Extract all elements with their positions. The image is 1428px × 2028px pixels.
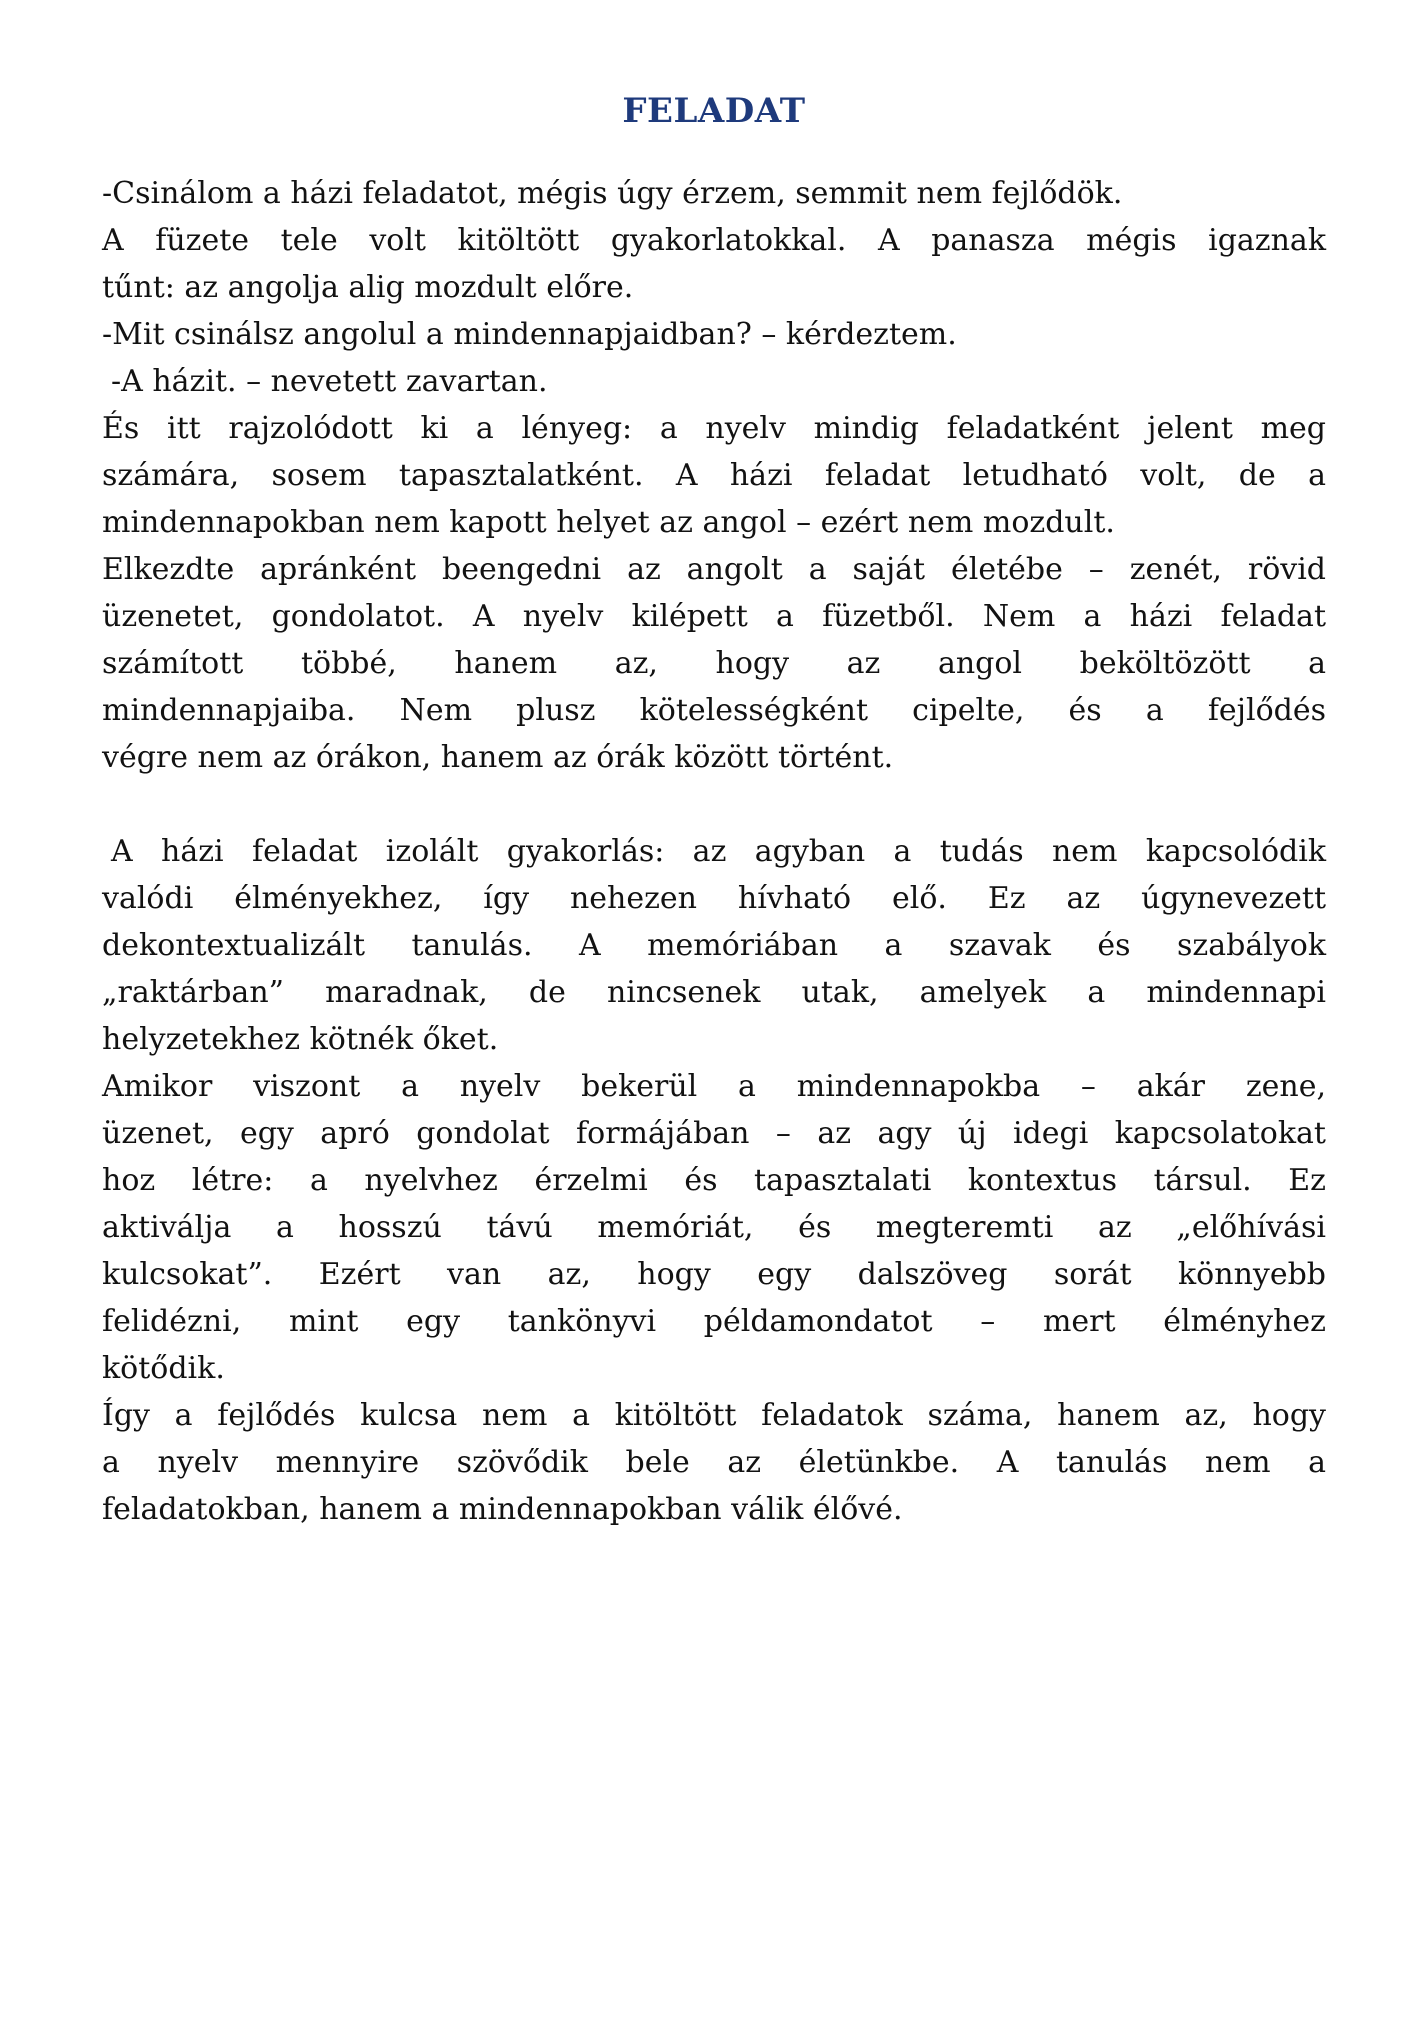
text-line: feladatokban, hanem a mindennapokban válik élővé. — [102, 1492, 903, 1527]
paragraph-spacer — [102, 781, 1326, 828]
text-line: Elkezdte apránként beengedni az angolt a saját életébe – zenét, rövid — [102, 552, 1326, 587]
text-line: A füzete tele volt kitöltött gyakorlatokkal. A panasza mégis igaznak — [102, 223, 1326, 258]
text-line: tűnt: az angolja alig mozdult előre. — [102, 270, 634, 305]
text-line: valódi élményekhez, így nehezen hívható elő. Ez az úgynevezett — [102, 881, 1326, 916]
text-line: üzenetet, gondolatot. A nyelv kilépett a füzetből. Nem a házi feladat — [102, 599, 1326, 634]
text-line: üzenet, egy apró gondolat formájában – az agy új idegi kapcsolatokat — [102, 1116, 1326, 1151]
text-line: A házi feladat izolált gyakorlás: az agyban a tudás nem kapcsolódik — [111, 834, 1326, 869]
text-line: -Csinálom a házi feladatot, mégis úgy érzem, semmit nem fejlődök. — [102, 176, 1123, 211]
text-line: mindennapjaiba. Nem plusz kötelességként cipelte, és a fejlődés — [102, 693, 1326, 728]
text-line: hoz létre: a nyelvhez érzelmi és tapasztalati kontextus társul. Ez — [102, 1163, 1326, 1198]
text-line: „raktárban” maradnak, de nincsenek utak, amelyek a mindennapi — [102, 975, 1326, 1010]
text-line: felidézni, mint egy tankönyvi példamondatot – mert élményhez — [102, 1304, 1326, 1339]
text-line: -Mit csinálsz angolul a mindennapjaidban? – kérdeztem. — [102, 317, 957, 352]
document-body — [102, 170, 1326, 1533]
document-title: FELADAT — [622, 91, 806, 131]
text-line: kötődik. — [102, 1351, 225, 1386]
text-line: -A házit. – nevetett zavartan. — [111, 364, 548, 399]
text-line: dekontextualizált tanulás. A memóriában a szavak és szabályok — [102, 928, 1326, 963]
text-line: a nyelv mennyire szövődik bele az életünkbe. A tanulás nem a — [102, 1445, 1326, 1480]
text-line: kulcsokat”. Ezért van az, hogy egy dalszöveg sorát könnyebb — [102, 1257, 1326, 1292]
text-line: Így a fejlődés kulcsa nem a kitöltött feladatok száma, hanem az, hogy — [102, 1398, 1326, 1433]
text-line: számított többé, hanem az, hogy az angol beköltözött a — [102, 646, 1326, 681]
text-line: És itt rajzolódott ki a lényeg: a nyelv mindig feladatként jelent meg — [102, 411, 1326, 446]
text-line: számára, sosem tapasztalatként. A házi feladat letudható volt, de a — [102, 458, 1326, 493]
text-line: aktiválja a hosszú távú memóriát, és megteremti az „előhívási — [102, 1210, 1326, 1245]
text-line: helyzetekhez kötnék őket. — [102, 1022, 499, 1057]
text-line: végre nem az órákon, hanem az órák között történt. — [102, 740, 894, 775]
text-line: mindennapokban nem kapott helyet az angol – ezért nem mozdult. — [102, 505, 1115, 540]
text-line: Amikor viszont a nyelv bekerül a mindennapokba – akár zene, — [102, 1069, 1326, 1104]
